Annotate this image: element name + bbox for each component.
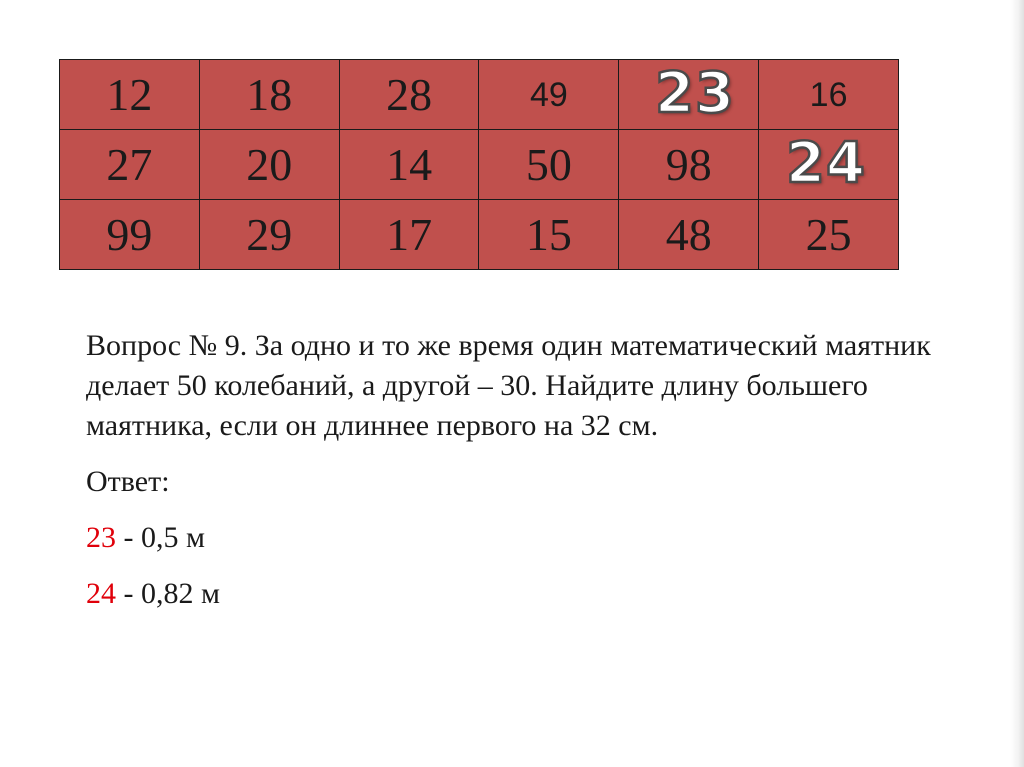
cell-number: 14 <box>386 138 433 190</box>
answer-label: Ответ: <box>86 465 170 498</box>
number-grid <box>59 59 899 270</box>
cell-number: 17 <box>386 208 433 260</box>
answer-value: - 0,5 м <box>116 521 205 554</box>
grid-cell[interactable] <box>759 200 899 270</box>
cell-number: 12 <box>106 68 153 120</box>
grid-cell[interactable] <box>199 60 339 130</box>
cell-number: 25 <box>805 208 852 260</box>
cell-number: 15 <box>525 208 572 260</box>
grid-cell[interactable] <box>479 60 619 130</box>
grid-cell[interactable] <box>619 130 759 200</box>
cell-number: 20 <box>246 138 293 190</box>
question-text: Вопрос № 9. За одно и то же время один математический маятник делает 50 колебаний, а другой – 30. Найдите длину большего маятника, если он длиннее первого на 32 см. <box>86 329 931 442</box>
answer-item <box>86 574 946 614</box>
grid-cell[interactable] <box>479 130 619 200</box>
slide-edge-shadow <box>1010 0 1024 767</box>
cell-number: 50 <box>525 138 572 190</box>
revealed-number-23: 23 <box>655 61 735 126</box>
answer-number: 23 <box>86 521 116 554</box>
answer-value: - 0,82 м <box>116 577 220 610</box>
question-block <box>86 326 946 614</box>
cell-number: 16 <box>809 75 848 114</box>
cell-number: 98 <box>665 138 712 190</box>
answer-number: 24 <box>86 577 116 610</box>
revealed-number-24: 24 <box>786 131 866 196</box>
cell-number: 29 <box>246 208 293 260</box>
grid-cell[interactable] <box>759 60 899 130</box>
grid-cell[interactable] <box>60 200 200 270</box>
grid-row <box>60 60 899 130</box>
grid-cell[interactable] <box>339 200 479 270</box>
cell-number: 27 <box>106 138 153 190</box>
grid-cell[interactable] <box>619 200 759 270</box>
grid-cell[interactable] <box>199 200 339 270</box>
cell-number: 99 <box>106 208 153 260</box>
grid-cell[interactable] <box>339 60 479 130</box>
cell-number: 28 <box>386 68 433 120</box>
grid-cell[interactable] <box>60 60 200 130</box>
answer-item <box>86 518 946 558</box>
grid-cell[interactable] <box>199 130 339 200</box>
grid-row <box>60 130 899 200</box>
cell-number: 49 <box>529 75 568 114</box>
grid-cell[interactable] <box>60 130 200 200</box>
grid-cell[interactable] <box>479 200 619 270</box>
grid-cell[interactable] <box>339 130 479 200</box>
cell-number: 18 <box>246 68 293 120</box>
grid-row <box>60 200 899 270</box>
cell-number: 48 <box>665 208 712 260</box>
